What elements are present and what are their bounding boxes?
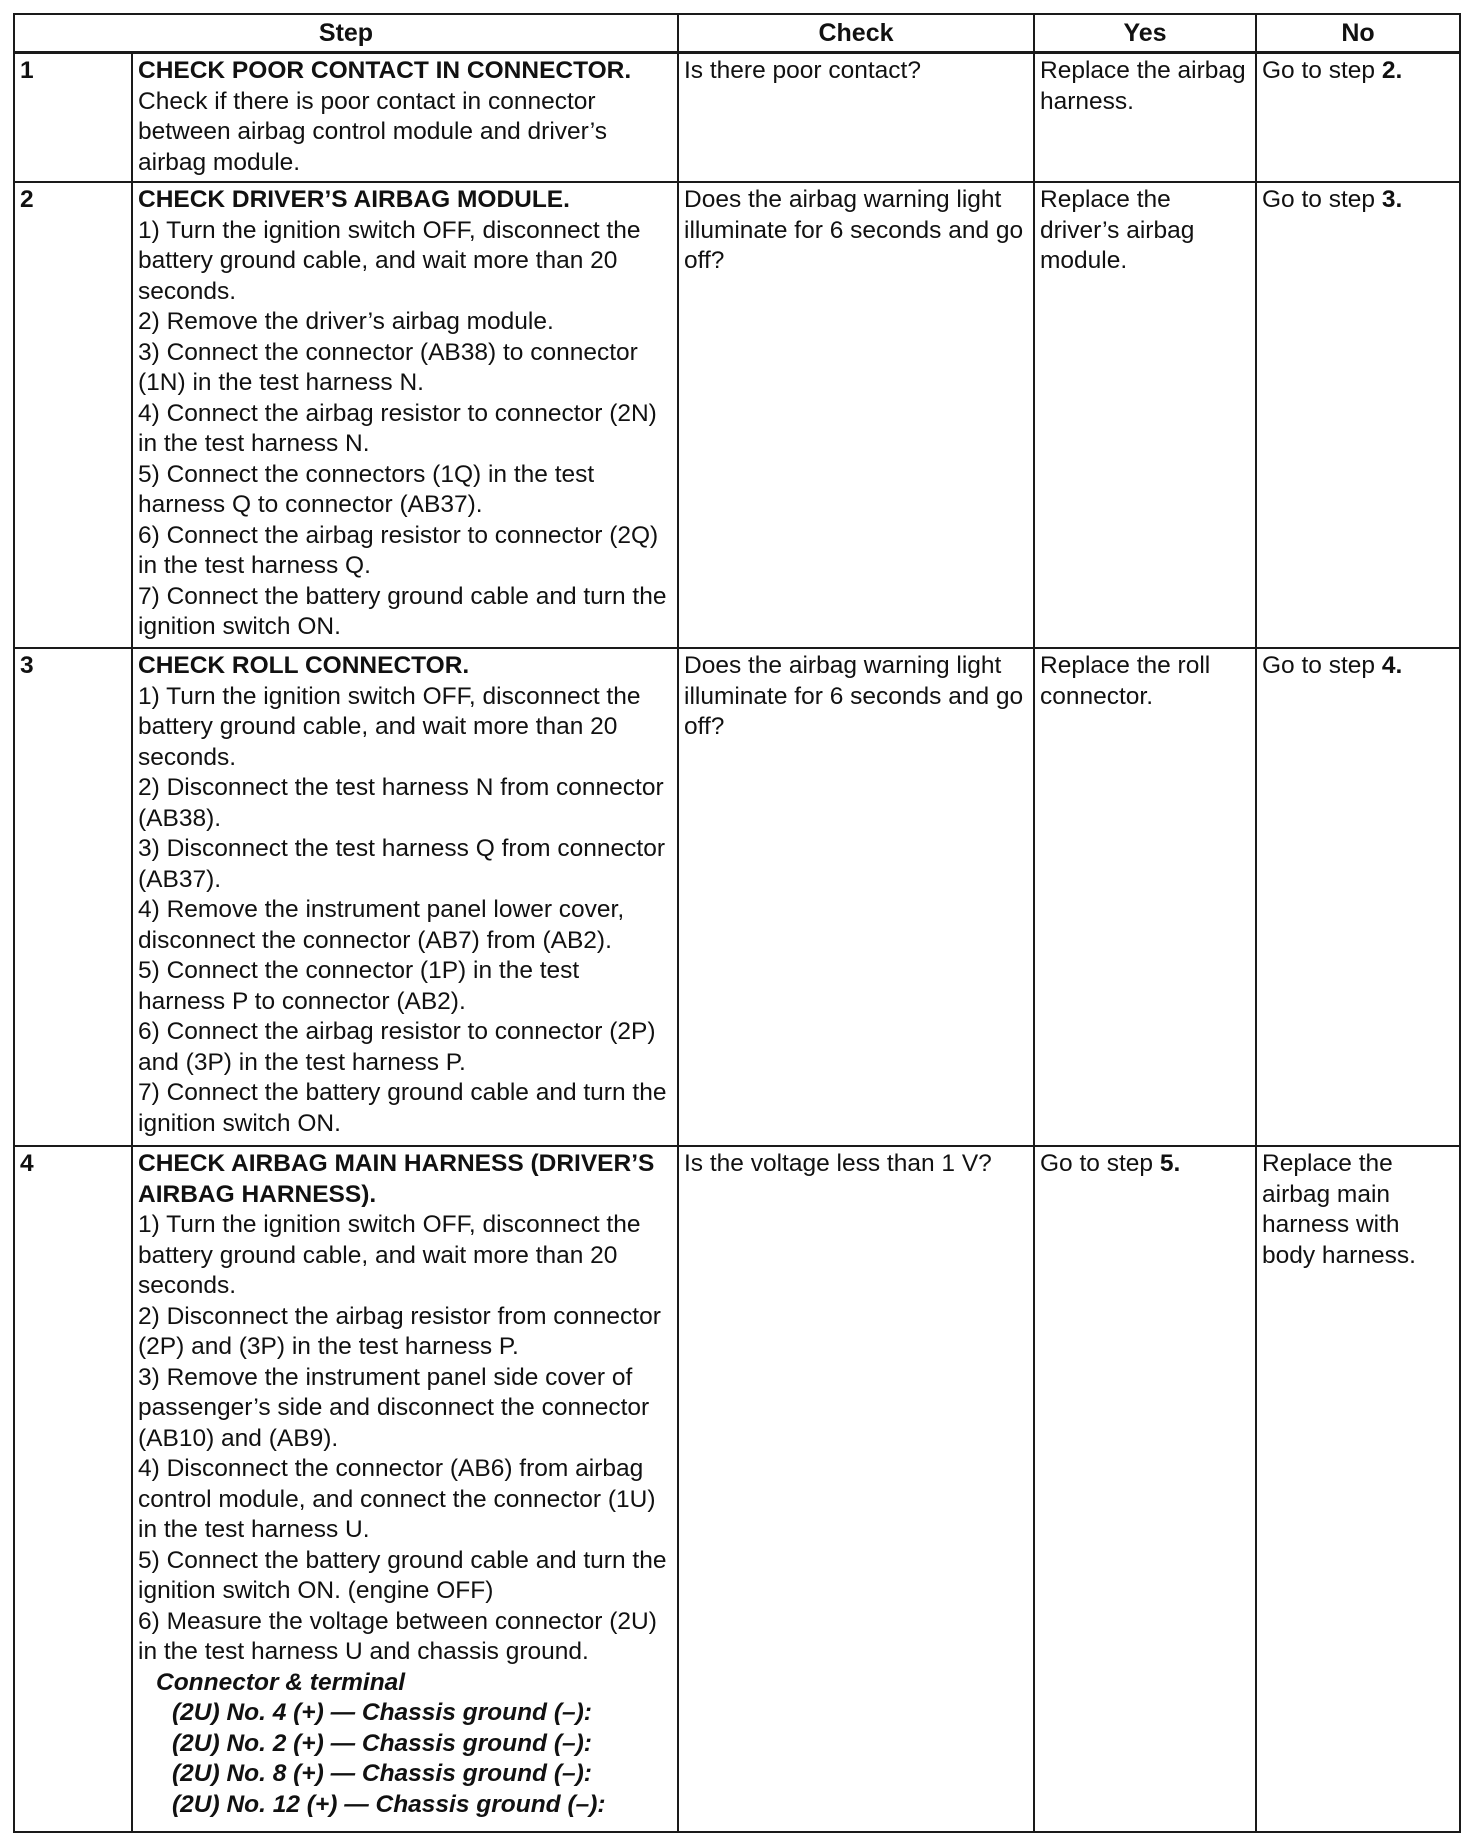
- no-cell: [1256, 182, 1460, 648]
- table-row: [14, 53, 1460, 183]
- yes-cell: Replace the airbag harness.: [1034, 53, 1256, 183]
- step-instruction: 4) Disconnect the connector (AB6) from airbag control module, and connect the connector (1U) in the test harness U.: [138, 1455, 656, 1543]
- step-description: [132, 1146, 678, 1832]
- check-cell: Does the airbag warning light illuminate for 6 seconds and go off?: [678, 648, 1034, 1146]
- no-goto-step: 4.: [1381, 652, 1403, 679]
- step-instruction: Check if there is poor contact in connector between airbag control module and driver’s airbag module.: [138, 87, 607, 176]
- diagnostic-table: [13, 13, 1461, 1833]
- step-number: 3: [14, 648, 132, 1146]
- step-instruction: 7) Connect the battery ground cable and turn the ignition switch ON.: [138, 1079, 667, 1137]
- header-yes: Yes: [1034, 14, 1256, 53]
- step-description: [132, 648, 678, 1146]
- no-goto-text: Go to step: [1262, 186, 1382, 213]
- step-instruction: 2) Disconnect the test harness N from connector (AB38).: [138, 774, 664, 832]
- step-instruction: 3) Disconnect the test harness Q from connector (AB37).: [138, 835, 665, 893]
- yes-goto-step: 5.: [1159, 1150, 1181, 1177]
- step-instruction: 2) Remove the driver’s airbag module.: [138, 308, 554, 335]
- step-description: [132, 53, 678, 183]
- terminal-spec: (2U) No. 12 (+) — Chassis ground (–):: [172, 1790, 606, 1818]
- check-cell: Is there poor contact?: [678, 53, 1034, 183]
- step-title: CHECK ROLL CONNECTOR.: [138, 652, 470, 679]
- header-no: No: [1256, 14, 1460, 53]
- terminal-spec: (2U) No. 8 (+) — Chassis ground (–):: [172, 1760, 592, 1787]
- table-header-row: [14, 14, 1460, 53]
- no-goto-step: 3.: [1381, 186, 1403, 213]
- no-cell: Replace the airbag main harness with body harness.: [1256, 1146, 1460, 1832]
- step-instruction: 6) Connect the airbag resistor to connector (2Q) in the test harness Q.: [138, 521, 659, 579]
- step-instruction: 4) Remove the instrument panel lower cover, disconnect the connector (AB7) from (AB2).: [138, 896, 625, 954]
- table-row: [14, 1146, 1460, 1832]
- terminal-spec: (2U) No. 4 (+) — Chassis ground (–):: [172, 1699, 592, 1726]
- step-title: CHECK AIRBAG MAIN HARNESS (DRIVER’S AIRBAG HARNESS).: [138, 1150, 655, 1208]
- yes-goto-text: Go to step: [1040, 1150, 1160, 1177]
- no-cell: [1256, 648, 1460, 1146]
- step-instruction: 6) Connect the airbag resistor to connector (2P) and (3P) in the test harness P.: [138, 1018, 656, 1076]
- step-instruction: 2) Disconnect the airbag resistor from connector (2P) and (3P) in the test harness P.: [138, 1302, 661, 1360]
- header-check: Check: [678, 14, 1034, 53]
- step-instruction: 6) Measure the voltage between connector (2U) in the test harness U and chassis ground.: [138, 1607, 657, 1665]
- table-row: [14, 182, 1460, 648]
- no-goto-step: 2.: [1381, 57, 1403, 84]
- step-instruction: 5) Connect the connectors (1Q) in the test harness Q to connector (AB37).: [138, 460, 595, 518]
- diagnostic-table-container: [13, 13, 1461, 1833]
- step-title: CHECK DRIVER’S AIRBAG MODULE.: [138, 186, 570, 213]
- no-goto-text: Go to step: [1262, 652, 1382, 679]
- no-cell: [1256, 53, 1460, 183]
- step-instruction: 5) Connect the connector (1P) in the test harness P to connector (AB2).: [138, 957, 580, 1015]
- terminal-spec: (2U) No. 2 (+) — Chassis ground (–):: [172, 1729, 592, 1757]
- step-instruction: 3) Remove the instrument panel side cover of passenger’s side and disconnect the connector (AB10) and (AB9).: [138, 1363, 650, 1452]
- step-instruction: 7) Connect the battery ground cable and turn the ignition switch ON.: [138, 582, 667, 640]
- step-title: CHECK POOR CONTACT IN CONNECTOR.: [138, 57, 632, 84]
- no-goto-text: Go to step: [1262, 57, 1382, 84]
- check-cell: Is the voltage less than 1 V?: [678, 1146, 1034, 1832]
- step-number: 2: [14, 182, 132, 648]
- step-instruction: 5) Connect the battery ground cable and turn the ignition switch ON. (engine OFF): [138, 1546, 667, 1604]
- yes-cell: Replace the driver’s airbag module.: [1034, 182, 1256, 648]
- connector-terminal-heading: Connector & terminal: [156, 1668, 406, 1696]
- step-instruction: 4) Connect the airbag resistor to connector (2N) in the test harness N.: [138, 399, 657, 457]
- yes-cell: [1034, 1146, 1256, 1832]
- check-cell: Does the airbag warning light illuminate for 6 seconds and go off?: [678, 182, 1034, 648]
- step-number: 4: [14, 1146, 132, 1832]
- step-instruction: 1) Turn the ignition switch OFF, disconnect the battery ground cable, and wait more than 20 seconds.: [138, 216, 641, 305]
- step-instruction: 3) Connect the connector (AB38) to connector (1N) in the test harness N.: [138, 338, 638, 396]
- table-row: [14, 648, 1460, 1146]
- step-instruction: 1) Turn the ignition switch OFF, disconnect the battery ground cable, and wait more than 20 seconds.: [138, 1211, 641, 1299]
- header-step: Step: [14, 14, 678, 53]
- step-description: [132, 182, 678, 648]
- step-number: 1: [14, 53, 132, 183]
- step-instruction: 1) Turn the ignition switch OFF, disconnect the battery ground cable, and wait more than 20 seconds.: [138, 682, 641, 771]
- yes-cell: Replace the roll connector.: [1034, 648, 1256, 1146]
